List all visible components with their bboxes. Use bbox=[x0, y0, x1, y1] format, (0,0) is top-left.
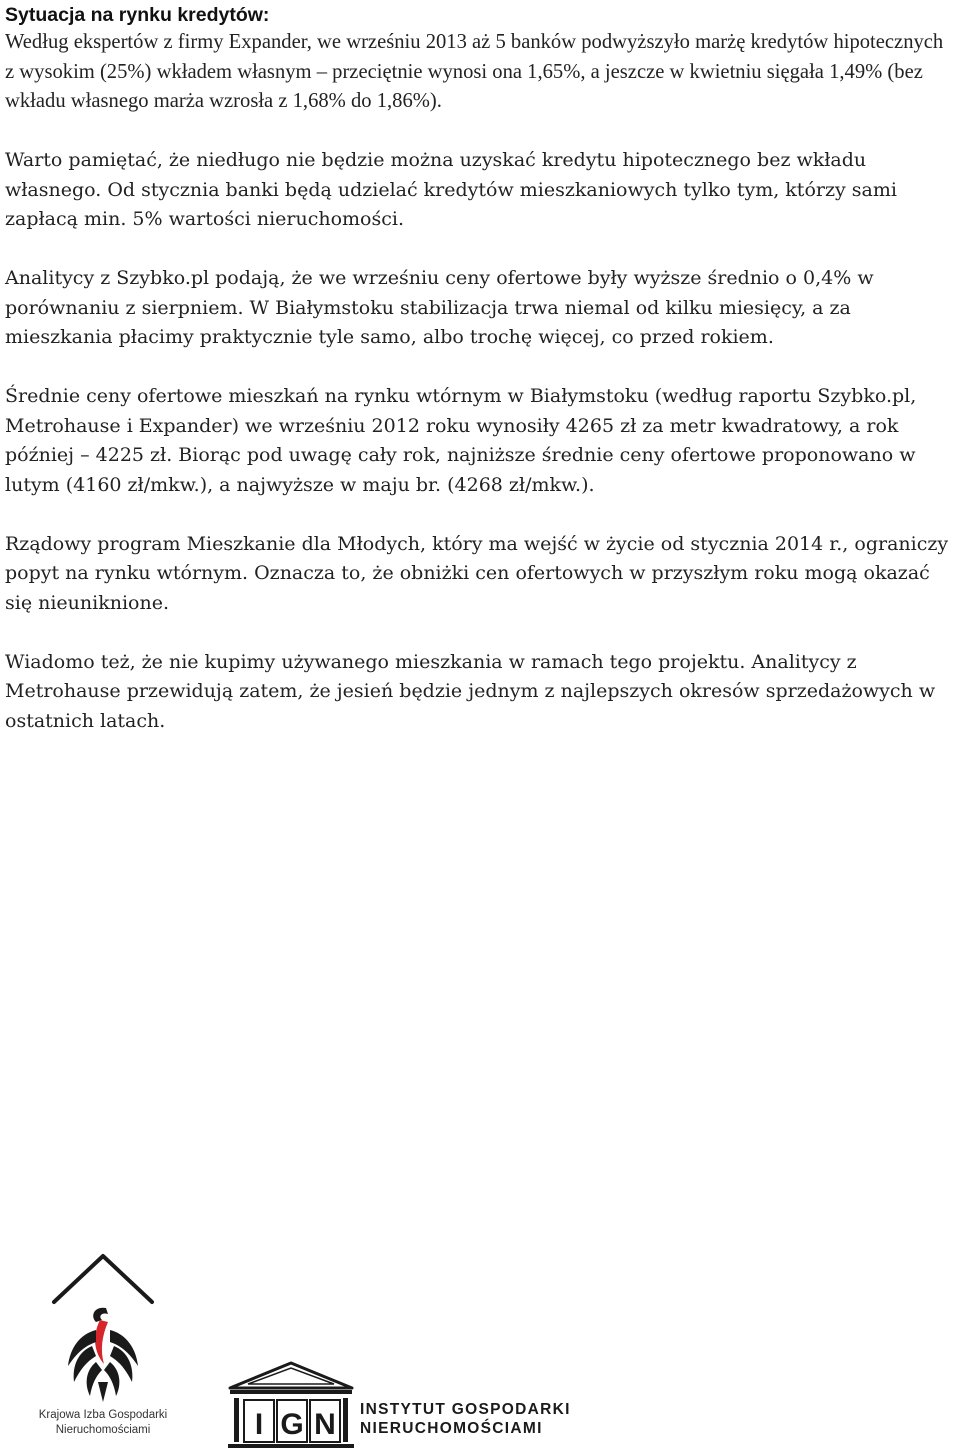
kigin-caption-line1: Krajowa Izba Gospodarki bbox=[38, 1409, 168, 1421]
paragraph-1 bbox=[5, 28, 955, 117]
ign-logo bbox=[226, 1360, 586, 1450]
paragraph-6-text: Wiadomo też, że nie kupimy używanego mieszkania w ramach tego projektu. Analitycy z Metrohause przewidują zatem, że jesień będzie jednym z najlepszych okresów sprzedażowych w ostatnich latach. bbox=[5, 650, 936, 732]
ign-letter-g: G bbox=[280, 1408, 304, 1441]
ign-building-icon bbox=[226, 1360, 356, 1450]
kigin-caption bbox=[28, 1408, 178, 1438]
spacer bbox=[5, 618, 955, 648]
paragraph-5 bbox=[5, 530, 955, 619]
paragraph-1-text: Według ekspertów z firmy Expander, we wrześniu 2013 aż 5 banków podwyższyło marżę kredytów hipotecznych z wysokim (25%) wkładem własnym – przeciętnie wynosi ona 1,65%, a jeszcze w kwietniu sięgała 1,49% (bez wkładu własnego marża wzrosła z 1,68% do 1,86%). bbox=[5, 31, 944, 112]
kigin-logo bbox=[28, 1250, 178, 1450]
spacer bbox=[5, 235, 955, 265]
paragraph-2-text: Warto pamiętać, że niedługo nie będzie można uzyskać kredytu hipotecznego bez wkładu własnego. Od stycznia banki będą udzielać kredytów mieszkaniowych tylko tym, którzy sami zapłacą min. 5% wartości nieruchomości. bbox=[5, 149, 897, 230]
kigin-caption-line2: Nieruchomościami bbox=[55, 1424, 151, 1436]
paragraph-6 bbox=[5, 648, 955, 737]
paragraph-2 bbox=[5, 146, 955, 235]
ign-letter-n: N bbox=[314, 1408, 336, 1441]
footer-logos bbox=[0, 1250, 960, 1454]
spacer bbox=[5, 500, 955, 530]
ign-letter-i: I bbox=[254, 1408, 264, 1441]
ign-name-line2: NIERUCHOMOŚCIAMI bbox=[360, 1420, 543, 1437]
ign-name bbox=[360, 1400, 571, 1438]
paragraph-3 bbox=[5, 264, 955, 353]
ign-name-line1: INSTYTUT GOSPODARKI bbox=[360, 1401, 571, 1418]
eagle-emblem-icon bbox=[46, 1250, 160, 1408]
spacer bbox=[5, 117, 955, 147]
spacer bbox=[5, 353, 955, 383]
paragraph-4-text: Średnie ceny ofertowe mieszkań na rynku wtórnym w Białymstoku (według raportu Szybko.pl, Metrohause i Expander) we wrześniu 2012 roku wynosiły 4265 zł za metr kwadratowy, a rok później – 4225 zł. Biorąc pod uwagę cały rok, najniższe średnie ceny ofertowe proponowano w lutym (4160 zł/mkw.), a najwyższe w maju br. (4268 zł/mkw.). bbox=[5, 385, 917, 496]
paragraph-3-text: Analitycy z Szybko.pl podają, że we wrześniu ceny ofertowe były wyższe średnio o 0,4% w porównaniu z sierpniem. W Białymstoku stabilizacja trwa niemal od kilku miesięcy, a za mieszkania płacimy praktycznie tyle samo, albo trochę więcej, co przed rokiem. bbox=[5, 267, 874, 348]
paragraph-5-text: Rządowy program Mieszkanie dla Młodych, który ma wejść w życie od stycznia 2014 r., ograniczy popyt na rynku wtórnym. Oznacza to, że obniżki cen ofertowych w przyszłym roku mogą okazać się nieuniknione. bbox=[5, 532, 949, 614]
section-heading: Sytuacja na rynku kredytów: bbox=[5, 4, 270, 26]
paragraph-4 bbox=[5, 382, 955, 500]
document-body bbox=[5, 2, 955, 736]
